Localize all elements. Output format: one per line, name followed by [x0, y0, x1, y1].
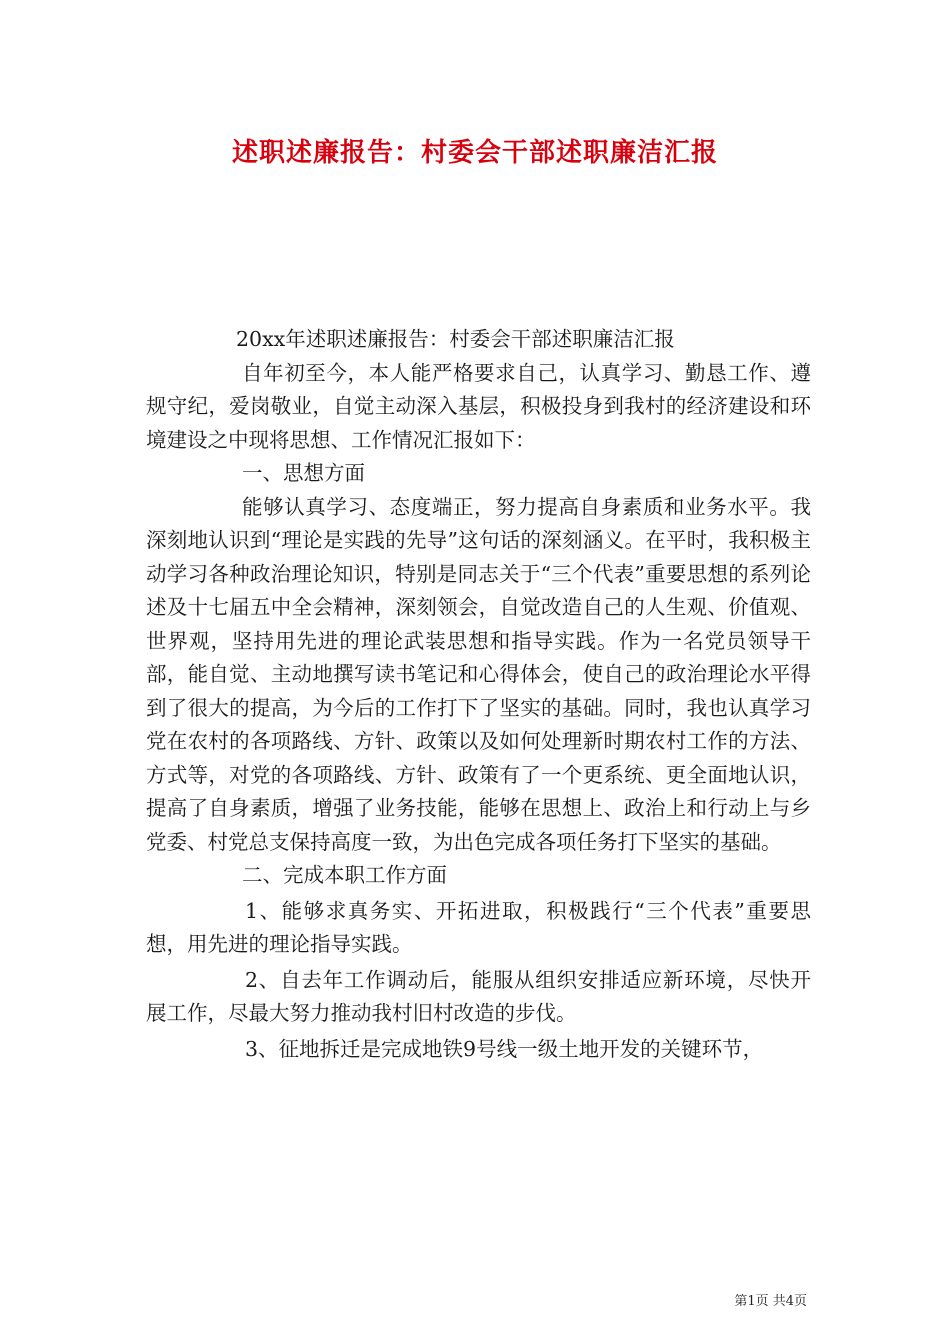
intro-paragraph: 自年初至今，本人能严格要求自己，认真学习、勤恳工作、遵规守纪，爱岗敬业，自觉主动深入基层，积极投身到我村的经济建设和环境建设之中现将思想、工作情况汇报如下： [146, 360, 811, 452]
document-body [146, 323, 811, 1066]
list-item-1: 1、能够求真务实、开拓进取，积极践行“三个代表”重要思想，用先进的理论指导实践。 [146, 898, 811, 956]
section-heading-duties: 二、完成本职工作方面 [242, 863, 447, 887]
page-number: 第1页 共4页 [734, 1294, 807, 1309]
section-heading-thought: 一、思想方面 [242, 461, 365, 485]
list-item-3: 3、征地拆迁是完成地铁9号线一级土地开发的关键环节， [245, 1036, 764, 1061]
document-title: 述职述廉报告：村委会干部述职廉洁汇报 [231, 138, 718, 168]
document-subtitle: 20xx年述职述廉报告：村委会干部述职廉洁汇报 [236, 327, 675, 351]
list-item-2: 2、自去年工作调动后，能服从组织安排适应新环境，尽快开展工作，尽最大努力推动我村旧村改造的步伐。 [146, 967, 811, 1025]
section-body-thought: 能够认真学习、态度端正，努力提高自身素质和业务水平。我深刻地认识到“理论是实践的先导”这句话的深刻涵义。在平时，我积极主动学习各种政治理论知识，特别是同志关于“三个代表”重要思想的系列论述及十七届五中全会精神，深刻领会，自觉改造自己的人生观、价值观、世界观，坚持用先进的理论武装思想和指导实践。作为一名党员领导干部，能自觉、主动地撰写读书笔记和心得体会，使自己的政治理论水平得到了很大的提高，为今后的工作打下了坚实的基础。同时，我也认真学习党在农村的各项路线、方针、政策以及如何处理新时期农村工作的方法、方式等，对党的各项路线、方针、政策有了一个更系统、更全面地认识，提高了自身素质，增强了业务技能，能够在思想上、政治上和行动上与乡党委、村党总支保持高度一致，为出色完成各项任务打下坚实的基础。 [146, 494, 811, 854]
